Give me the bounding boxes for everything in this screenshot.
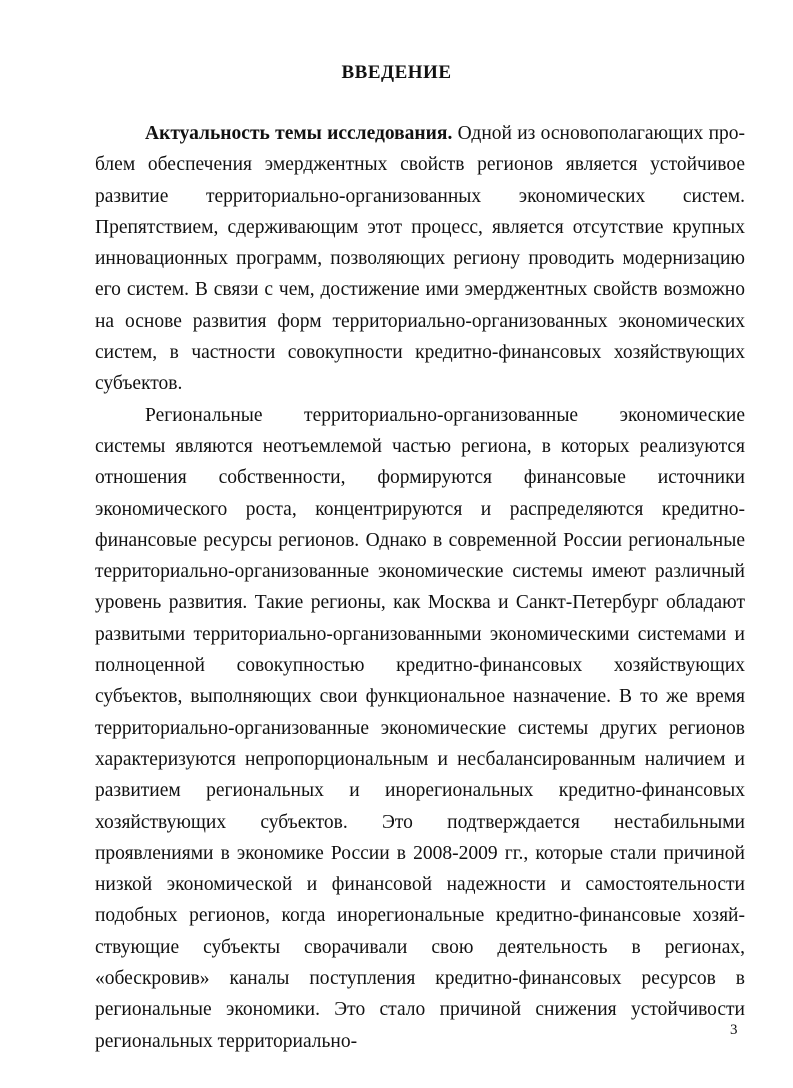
document-body xyxy=(95,118,745,1057)
paragraph-text: Одной из основополагающих проблем обеспечения эмерджентных свойств регионов является устойчивое развитие территориально-организованных экономических систем. Препятствием, сдерживающим этот процесс, является отсутствие крупных инновационных программ, позволяющих региону проводить модернизацию его систем. В связи с чем, достижение ими эмерджентных свойств возможно на основе развития форм территориально-организованных экономических систем, в частности совокупности кредитно-финансовых хозяйствующих субъектов. xyxy=(95,123,746,395)
paragraph-lead: Актуальность темы исследования. xyxy=(145,123,453,144)
paragraph-relevance xyxy=(95,118,745,400)
page-number: 3 xyxy=(730,1022,738,1038)
paragraph-regional-systems xyxy=(95,400,745,1057)
page-title: ВВЕДЕНИЕ xyxy=(341,62,452,83)
paragraph-text: Региональные территориально-организованные экономические системы являются неотъемлемой частью региона, в которых реализуются отношения собственности, формируются финансовые источники экономического роста, концентрируются и распределяются кредитно-финансовые ресурсы регионов. Однако в современной России региональные территориально-организованные экономические системы имеют различный уровень развития. Такие регионы, как Москва и Санкт-Петербург обладают развитыми территориально-организованными экономическими системами и полноценной совокупностью кредитно-финансовых хозяйствующих субъектов, выполняющих свои функциональное назначение. В то же время территориально-организованные экономические системы других регионов характеризуются непропорциональным и несбалансированным наличием и развитием региональных и инорегиональных кредитно-финансовых хозяйствующих субъектов. Это подтверждается нестабильными проявлениями в экономике России в 2008-2009 гг., которые стали причиной низкой экономической и финансовой надежности и самостоятельности подобных регионов, когда инорегиональные кредитно-финансовые хозяйствующие субъекты сворачивали свою деятельность в регионах, «обескровив» каналы поступления кредитно-финансовых ресурсов в региональные экономики. Это стало причиной снижения устойчивости региональных территориально- xyxy=(95,404,745,1052)
